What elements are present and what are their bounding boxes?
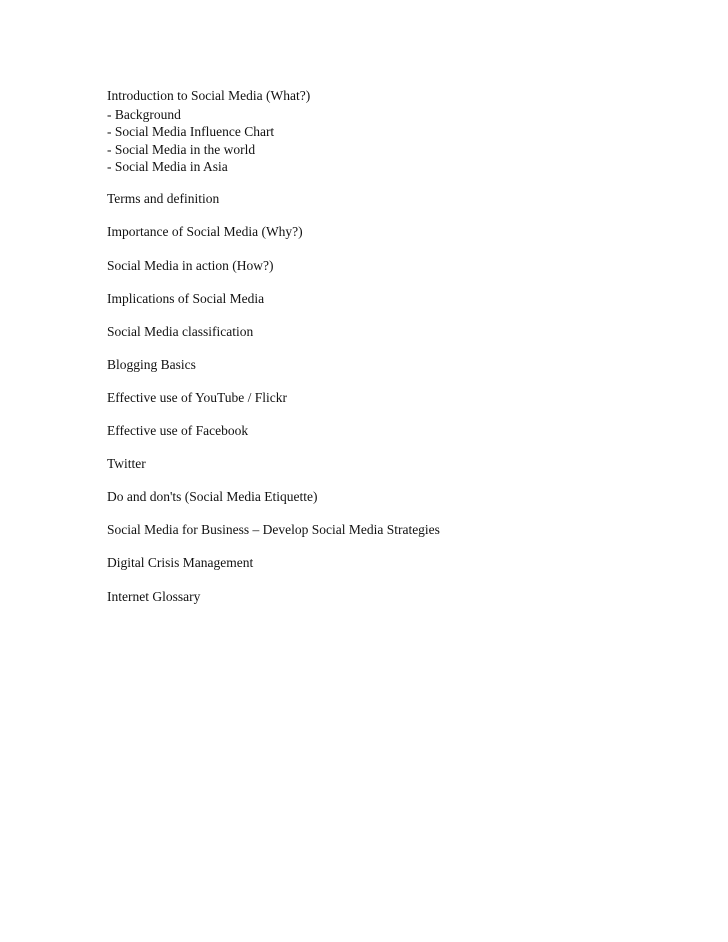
section-item: Effective use of Facebook [107,423,249,439]
intro-block [107,86,667,176]
section-item: Blogging Basics [107,356,196,372]
intro-subitem: - Background [107,106,181,122]
section-item: Social Media for Business – Develop Social Media Strategies [107,522,440,538]
intro-subitem: - Social Media Influence Chart [107,124,275,140]
intro-subitem: - Social Media in the world [107,141,256,157]
section-item: Implications of Social Media [107,290,265,306]
section-item: Social Media in action (How?) [107,257,274,273]
section-item: Digital Crisis Management [107,555,254,571]
section-item: Twitter [107,456,146,472]
outline-content [107,86,667,620]
section-item: Effective use of YouTube / Flickr [107,389,287,405]
intro-title: Introduction to Social Media (What?) [107,88,311,103]
section-item: Do and don'ts (Social Media Etiquette) [107,489,318,505]
intro-subitem: - Social Media in Asia [107,159,228,175]
section-item: Internet Glossary [107,588,201,604]
section-item: Terms and definition [107,191,220,207]
section-item: Social Media classification [107,323,254,339]
section-item: Importance of Social Media (Why?) [107,224,303,240]
